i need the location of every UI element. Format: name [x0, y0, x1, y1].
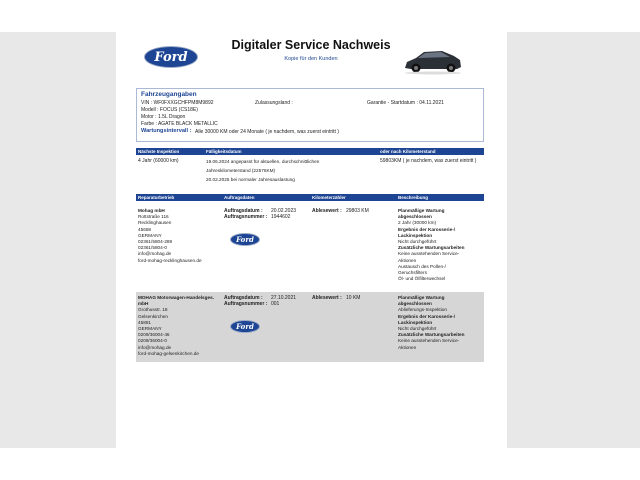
description-line: Geruchsfilters	[398, 270, 427, 276]
inspection-section	[136, 155, 484, 189]
inspection-header-bar	[136, 148, 484, 155]
car-image	[402, 46, 464, 76]
wartungsintervall-label: Wartungsintervall :	[141, 128, 192, 134]
dealer-name: MOHAG Motorwagen-Handelsges.	[138, 295, 215, 300]
col-kilometerstand: oder nach Kilometerstand	[380, 149, 436, 154]
description-line: Keine ausstehenden Service-	[398, 251, 460, 257]
auftragsnummer-value: 001	[271, 301, 280, 307]
col-faelligkeitsdatum: Fälligkeitsdatum	[206, 149, 242, 154]
description-line: Austausch des Pollen-/	[398, 263, 446, 269]
description-line: Öl- und Ölfilterwechsel	[398, 276, 446, 282]
document-title: Digitaler Service Nachweis	[231, 38, 391, 52]
description-line: abgeschlossen	[398, 214, 432, 220]
inspection-date-line: 19.06.2024 angepasst für aktuellen, durchschnittlichen	[206, 159, 320, 164]
description-line: Keine ausstehenden Service-	[398, 338, 460, 344]
dealer-line: Gelsenkirchen	[138, 313, 168, 319]
ford-logo-small: Ford	[230, 233, 260, 246]
auftragsnummer-value: 1944602	[271, 214, 291, 220]
dealer-line: Rottstraße 116	[138, 214, 169, 220]
auftragsnummer-label: Auftragsnummer :	[224, 301, 268, 307]
description-line: Nicht durchgeführt	[398, 326, 437, 332]
description-line: 2 Jahr (30000 km)	[398, 220, 437, 226]
auftragsdatum-label: Auftragsdatum :	[224, 208, 263, 214]
inspection-interval: 4 Jahr (60000 km)	[138, 158, 179, 164]
description-line: Ablieferungs-Inspektion	[398, 307, 447, 313]
description-line: Zusätzliche Wartungsarbeiten	[398, 245, 465, 251]
description-line: Ergebnis der Karosserie-/	[398, 226, 456, 232]
zulassungsland: Zulassungsland :	[255, 100, 293, 106]
auftragsdatum-value: 27.10.2021	[271, 295, 297, 301]
col-kilometerzaehler: Kilometerzähler	[312, 195, 346, 200]
dealer-line: 0209/36004-0	[138, 338, 167, 344]
dealer-line: ford-mohag-recklinghausen.de	[138, 257, 202, 263]
ford-logo-small: Ford	[230, 320, 260, 333]
service-row	[136, 292, 484, 362]
dealer-line: 45881	[138, 319, 152, 325]
dealer-info	[138, 295, 214, 357]
description-line: Ergebnis der Karosserie-/	[398, 313, 456, 319]
inspection-km: 59803KM ( je nachdem, was zuerst eintritt )	[380, 158, 477, 164]
dealer-line: GERMANY	[138, 232, 162, 238]
description-line: Zusätzliche Wartungsarbeiten	[398, 332, 465, 338]
inspection-date-line: Jahreskilometerstand (22576KM)	[206, 167, 276, 173]
description-line: abgeschlossen	[398, 301, 432, 307]
vehicle-section-title: Fahrzeugangaben	[141, 91, 197, 98]
col-auftragsdaten: Auftragsdaten	[224, 195, 255, 200]
dealer-line: 02361/5804-289	[138, 239, 173, 245]
dealer-line: Grothusstr. 18	[138, 307, 168, 313]
dealer-name: Mohag mbH	[138, 208, 165, 213]
auftragsdatum-value: 20.02.2023	[271, 208, 297, 214]
description-line: Nicht durchgeführt	[398, 239, 437, 245]
dealer-info	[138, 208, 202, 264]
auftragsnummer-label: Auftragsnummer :	[224, 214, 268, 220]
col-beschreibung: Beschreibung	[398, 195, 429, 200]
dealer-line: 0209/36004-46	[138, 332, 170, 338]
service-row	[136, 205, 484, 290]
vehicle-info-box	[136, 88, 484, 142]
motor: Motor : 1.5L Dragon	[141, 114, 186, 120]
dealer-line: GERMANY	[138, 326, 162, 332]
ford-logo: Ford	[144, 46, 198, 68]
auftragsdatum-label: Auftragsdatum :	[224, 295, 263, 301]
ablesewert-label: Ablesewert :	[312, 208, 342, 214]
ablesewert-value: 29803 KM	[346, 208, 369, 214]
col-reparaturbetrieb: Reparaturbetrieb	[138, 195, 175, 200]
dealer-line: 45658	[138, 226, 152, 232]
dealer-line: ford-mohag-gelsenkirchen.de	[138, 350, 199, 356]
dealer-line: info@mohag.de	[138, 344, 172, 350]
description-line: Planmäßige Wartung	[398, 295, 445, 300]
vin: VIN : WF0FXXGCHFPM8M9892	[141, 100, 214, 106]
dealer-line: 02361/5804-0	[138, 245, 167, 251]
document-subtitle: Kopie für den Kunden	[284, 56, 338, 62]
service-description	[398, 208, 465, 282]
col-naechste-inspektion: Nächste Inspektion	[138, 149, 180, 154]
dealer-line: mbH	[138, 301, 149, 307]
dealer-line: info@mohag.de	[138, 251, 172, 257]
viewer-top-band	[0, 0, 640, 32]
description-line: Aktionen	[398, 257, 417, 263]
ablesewert-label: Ablesewert :	[312, 295, 342, 301]
document-page	[116, 32, 507, 448]
description-line: Aktionen	[398, 344, 417, 350]
inspection-date-line: 20.02.2025 bei normaler Jahresauslastung	[206, 176, 295, 182]
description-line: Lackinspektion	[398, 319, 433, 325]
description-line: Lackinspektion	[398, 232, 433, 238]
wartungsintervall-value: Alle 30000 KM oder 24 Monate ( je nachdem, was zuerst eintritt )	[195, 129, 339, 135]
service-header-bar	[136, 194, 484, 201]
dealer-line: Recklinghausen	[138, 220, 172, 226]
inspection-dates	[206, 158, 319, 185]
service-description	[398, 295, 465, 351]
ablesewert-value: 10 KM	[346, 295, 361, 301]
modell: Modell : FOCUS (CS18E)	[141, 107, 198, 113]
garantie-startdatum: Garantie - Startdatum : 04.11.2021	[367, 100, 444, 106]
farbe: Farbe : AGATE BLACK METALLIC	[141, 121, 218, 127]
viewer-bottom-band	[0, 448, 640, 480]
description-line: Planmäßige Wartung	[398, 208, 445, 213]
